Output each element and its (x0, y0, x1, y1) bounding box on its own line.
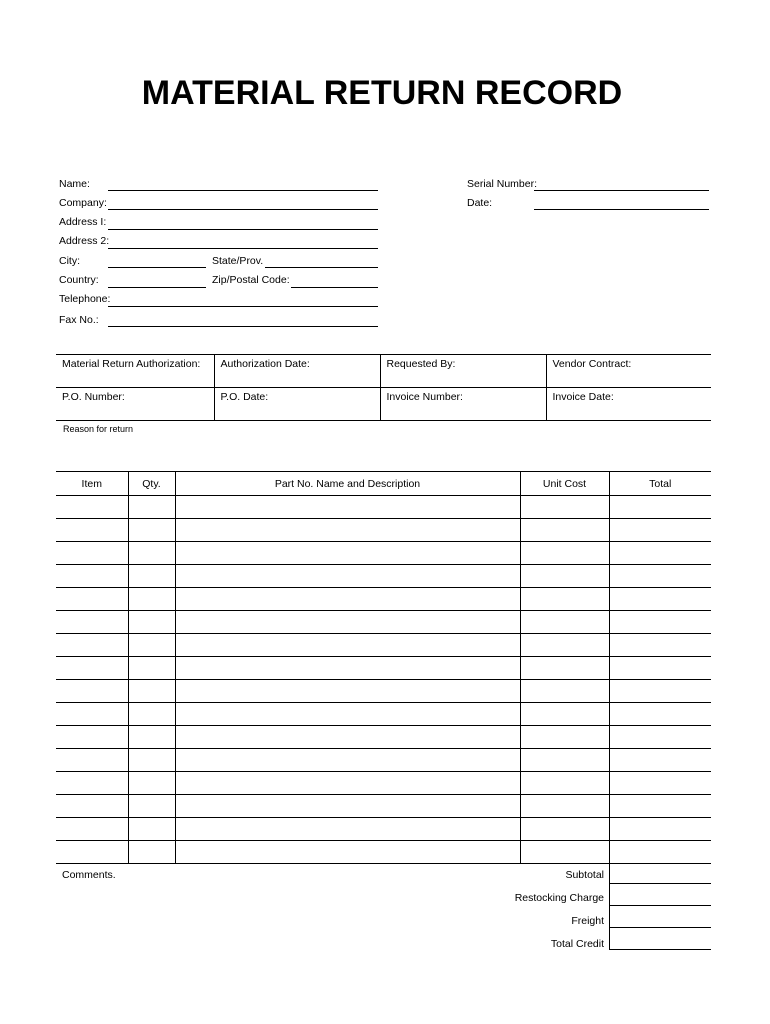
unit-cost-cell[interactable] (520, 818, 609, 841)
invoice-number-cell[interactable] (380, 388, 546, 421)
qty-cell[interactable] (128, 726, 175, 749)
qty-cell[interactable] (128, 749, 175, 772)
qty-cell[interactable] (128, 496, 175, 519)
table-row (56, 634, 711, 657)
qty-cell[interactable] (128, 680, 175, 703)
total-cell[interactable] (609, 611, 711, 634)
description-header: Part No. Name and Description (175, 472, 520, 496)
total-cell[interactable] (609, 795, 711, 818)
telephone-field[interactable] (108, 306, 378, 307)
fax-field[interactable] (108, 326, 378, 327)
po-number-label: P.O. Number: (62, 391, 125, 403)
vendor-contract-label: Vendor Contract: (552, 358, 632, 370)
invoice-date-label: Invoice Date: (552, 391, 614, 403)
po-date-cell[interactable] (214, 388, 380, 421)
telephone-label: Telephone: (59, 293, 111, 305)
description-cell[interactable] (175, 726, 520, 749)
description-cell[interactable] (175, 611, 520, 634)
total-cell[interactable] (609, 749, 711, 772)
unit-cost-cell[interactable] (520, 496, 609, 519)
qty-header: Qty. (128, 472, 175, 496)
item-cell[interactable] (56, 657, 128, 680)
table-row (56, 496, 711, 519)
qty-cell[interactable] (128, 611, 175, 634)
unit-cost-cell[interactable] (520, 611, 609, 634)
serial-number-field[interactable] (534, 190, 709, 191)
fax-label: Fax No.: (59, 314, 99, 326)
unit-cost-header: Unit Cost (520, 472, 609, 496)
zip-field[interactable] (291, 287, 378, 288)
total-cell[interactable] (609, 726, 711, 749)
po-number-cell[interactable] (56, 388, 214, 421)
restocking-label: Restocking Charge (514, 892, 604, 904)
address1-label: Address I: (59, 216, 107, 228)
restocking-field[interactable] (609, 884, 711, 906)
unit-cost-cell[interactable] (520, 565, 609, 588)
description-cell[interactable] (175, 703, 520, 726)
po-date-label: P.O. Date: (220, 391, 269, 403)
description-cell[interactable] (175, 542, 520, 565)
qty-cell[interactable] (128, 818, 175, 841)
reason-label: Reason for return (63, 424, 134, 434)
total-cell[interactable] (609, 496, 711, 519)
vendor-contract-cell[interactable] (546, 355, 711, 388)
table-row (56, 841, 711, 864)
qty-cell[interactable] (128, 703, 175, 726)
unit-cost-cell[interactable] (520, 634, 609, 657)
country-field[interactable] (108, 287, 206, 288)
total-cell[interactable] (609, 565, 711, 588)
city-label: City: (59, 255, 80, 267)
table-row (56, 703, 711, 726)
date-label: Date: (467, 197, 493, 209)
unit-cost-cell[interactable] (520, 795, 609, 818)
total-cell[interactable] (609, 657, 711, 680)
invoice-number-label: Invoice Number: (386, 391, 463, 403)
unit-cost-cell[interactable] (520, 726, 609, 749)
description-cell[interactable] (175, 749, 520, 772)
total-cell[interactable] (609, 542, 711, 565)
requested-by-label: Requested By: (386, 358, 456, 370)
serial-number-label: Serial Number: (467, 178, 538, 190)
item-cell[interactable] (56, 519, 128, 542)
unit-cost-cell[interactable] (520, 841, 609, 864)
table-row (56, 818, 711, 841)
description-cell[interactable] (175, 841, 520, 864)
table-row (56, 611, 711, 634)
total-credit-field[interactable] (609, 928, 711, 950)
total-header: Total (609, 472, 711, 496)
item-cell[interactable] (56, 542, 128, 565)
unit-cost-cell[interactable] (520, 749, 609, 772)
unit-cost-cell[interactable] (520, 542, 609, 565)
qty-cell[interactable] (128, 519, 175, 542)
description-cell[interactable] (175, 565, 520, 588)
unit-cost-cell[interactable] (520, 680, 609, 703)
description-cell[interactable] (175, 680, 520, 703)
item-cell[interactable] (56, 772, 128, 795)
city-field[interactable] (108, 267, 206, 268)
total-cell[interactable] (609, 634, 711, 657)
total-cell[interactable] (609, 680, 711, 703)
qty-cell[interactable] (128, 657, 175, 680)
invoice-date-cell[interactable] (546, 388, 711, 421)
qty-cell[interactable] (128, 634, 175, 657)
qty-cell[interactable] (128, 795, 175, 818)
item-cell[interactable] (56, 795, 128, 818)
table-row (56, 542, 711, 565)
description-cell[interactable] (175, 772, 520, 795)
item-cell[interactable] (56, 703, 128, 726)
item-cell[interactable] (56, 588, 128, 611)
item-cell[interactable] (56, 611, 128, 634)
name-label: Name: (59, 178, 90, 190)
address2-field[interactable] (108, 248, 378, 249)
item-cell[interactable] (56, 841, 128, 864)
item-cell[interactable] (56, 680, 128, 703)
unit-cost-cell[interactable] (520, 703, 609, 726)
total-cell[interactable] (609, 818, 711, 841)
description-cell[interactable] (175, 588, 520, 611)
name-field[interactable] (108, 190, 378, 191)
company-label: Company: (59, 197, 107, 209)
auth-date-cell[interactable] (214, 355, 380, 388)
mra-cell[interactable] (56, 355, 214, 388)
item-header: Item (56, 472, 128, 496)
table-row (56, 726, 711, 749)
address1-field[interactable] (108, 229, 378, 230)
total-cell[interactable] (609, 519, 711, 542)
table-row (56, 519, 711, 542)
qty-cell[interactable] (128, 588, 175, 611)
total-cell[interactable] (609, 588, 711, 611)
page-title: MATERIAL RETURN RECORD (141, 74, 623, 112)
mra-label: Material Return Authorization: (62, 358, 201, 370)
total-cell[interactable] (609, 772, 711, 795)
qty-cell[interactable] (128, 841, 175, 864)
zip-label: Zip/Postal Code: (212, 274, 290, 286)
table-row (56, 680, 711, 703)
qty-cell[interactable] (128, 542, 175, 565)
table-row (56, 588, 711, 611)
freight-field[interactable] (609, 906, 711, 928)
item-cell[interactable] (56, 726, 128, 749)
table-row (56, 795, 711, 818)
unit-cost-cell[interactable] (520, 772, 609, 795)
country-label: Country: (59, 274, 99, 286)
auth-date-label: Authorization Date: (220, 358, 310, 370)
table-row (56, 772, 711, 795)
comments-label: Comments. (62, 869, 116, 881)
unit-cost-cell[interactable] (520, 519, 609, 542)
subtotal-field[interactable] (609, 862, 711, 884)
qty-cell[interactable] (128, 772, 175, 795)
unit-cost-cell[interactable] (520, 657, 609, 680)
authorization-table (56, 354, 711, 421)
freight-label: Freight (571, 915, 604, 927)
description-cell[interactable] (175, 634, 520, 657)
table-row (56, 657, 711, 680)
item-cell[interactable] (56, 565, 128, 588)
description-cell[interactable] (175, 657, 520, 680)
state-field[interactable] (265, 267, 378, 268)
requested-by-cell[interactable] (380, 355, 546, 388)
unit-cost-cell[interactable] (520, 588, 609, 611)
total-cell[interactable] (609, 703, 711, 726)
description-cell[interactable] (175, 818, 520, 841)
item-cell[interactable] (56, 496, 128, 519)
table-row (56, 565, 711, 588)
item-cell[interactable] (56, 634, 128, 657)
description-cell[interactable] (175, 795, 520, 818)
description-cell[interactable] (175, 496, 520, 519)
date-field[interactable] (534, 209, 709, 210)
total-cell[interactable] (609, 841, 711, 864)
item-cell[interactable] (56, 818, 128, 841)
subtotal-label: Subtotal (565, 869, 604, 881)
address2-label: Address 2: (59, 235, 110, 247)
total-credit-label: Total Credit (550, 938, 604, 950)
description-cell[interactable] (175, 519, 520, 542)
qty-cell[interactable] (128, 565, 175, 588)
item-cell[interactable] (56, 749, 128, 772)
table-row (56, 749, 711, 772)
items-table (56, 471, 711, 864)
company-field[interactable] (108, 209, 378, 210)
state-label: State/Prov. (212, 255, 264, 267)
